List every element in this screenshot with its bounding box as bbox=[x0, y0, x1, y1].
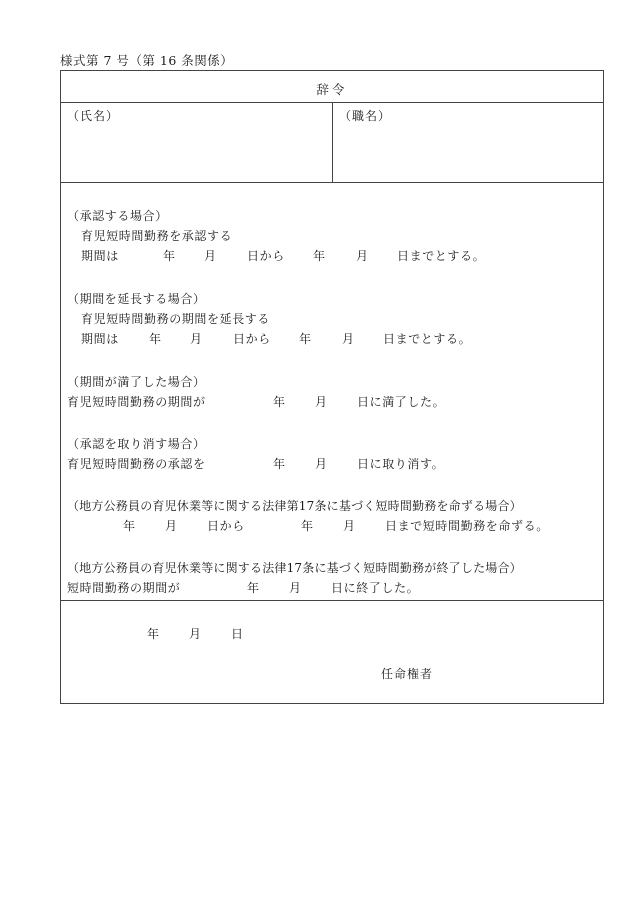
end-year: 年 bbox=[313, 249, 326, 263]
ended-heading: （地方公務員の育児休業等に関する法律17条に基づく短時間勤務が終了した場合） bbox=[67, 561, 522, 575]
issue-day: 日 bbox=[231, 627, 244, 641]
period-prefix: 期間は bbox=[81, 249, 119, 263]
appointment-form bbox=[60, 70, 604, 704]
expired-heading: （期間が満了した場合） bbox=[67, 375, 206, 389]
name-cell[interactable] bbox=[61, 103, 333, 182]
period-prefix: 期間は bbox=[81, 332, 119, 346]
end-day: 日までとする。 bbox=[397, 249, 486, 263]
end-day: 日まで短時間勤務を命ずる。 bbox=[385, 519, 549, 533]
end-month: 月 bbox=[356, 249, 369, 263]
position-label: （職名） bbox=[339, 109, 392, 123]
extend-statement: 育児短時間勤務の期間を延長する bbox=[81, 312, 271, 326]
title-row bbox=[61, 71, 603, 103]
issue-month: 月 bbox=[189, 627, 202, 641]
month: 月 bbox=[289, 581, 302, 595]
month: 月 bbox=[315, 457, 328, 471]
end-year: 年 bbox=[299, 332, 312, 346]
start-year: 年 bbox=[123, 519, 136, 533]
approve-heading: （承認する場合） bbox=[67, 209, 168, 223]
start-year: 年 bbox=[163, 249, 176, 263]
year: 年 bbox=[273, 395, 286, 409]
approve-period bbox=[81, 249, 581, 263]
end-month: 月 bbox=[342, 332, 355, 346]
issue-date bbox=[147, 627, 347, 641]
appointing-authority: 任命権者 bbox=[381, 667, 434, 681]
day: 日に終了した。 bbox=[331, 581, 420, 595]
statement-prefix: 育児短時間勤務の期間が bbox=[67, 395, 206, 409]
start-day: 日から bbox=[233, 332, 271, 346]
approve-statement: 育児短時間勤務を承認する bbox=[81, 229, 233, 243]
start-day: 日から bbox=[247, 249, 285, 263]
content-area bbox=[61, 183, 603, 601]
extend-heading: （期間を延長する場合） bbox=[67, 292, 206, 306]
year: 年 bbox=[273, 457, 286, 471]
revoke-heading: （承認を取り消す場合） bbox=[67, 437, 206, 451]
order-statement bbox=[67, 519, 597, 533]
issuance-row bbox=[61, 601, 603, 703]
start-day: 日から bbox=[207, 519, 245, 533]
start-year: 年 bbox=[149, 332, 162, 346]
end-month: 月 bbox=[343, 519, 356, 533]
extend-period bbox=[81, 332, 581, 346]
day: 日に取り消す。 bbox=[357, 457, 445, 471]
ended-statement bbox=[67, 581, 587, 595]
form-number: 様式第 7 号（第 16 条関係） bbox=[60, 53, 234, 68]
revoke-statement bbox=[67, 457, 587, 471]
start-month: 月 bbox=[190, 332, 203, 346]
name-label: （氏名） bbox=[67, 109, 120, 123]
year: 年 bbox=[247, 581, 260, 595]
end-year: 年 bbox=[301, 519, 314, 533]
issue-year: 年 bbox=[147, 627, 160, 641]
form-title: 辞令 bbox=[316, 82, 348, 97]
start-month: 月 bbox=[204, 249, 217, 263]
statement-prefix: 育児短時間勤務の承認を bbox=[67, 457, 206, 471]
name-row bbox=[61, 103, 603, 183]
position-cell[interactable] bbox=[333, 103, 603, 182]
start-month: 月 bbox=[165, 519, 178, 533]
month: 月 bbox=[315, 395, 328, 409]
day: 日に満了した。 bbox=[357, 395, 446, 409]
expired-statement bbox=[67, 395, 587, 409]
order-heading: （地方公務員の育児休業等に関する法律第17条に基づく短時間勤務を命ずる場合） bbox=[67, 499, 522, 513]
end-day: 日までとする。 bbox=[383, 332, 472, 346]
statement-prefix: 短時間勤務の期間が bbox=[67, 581, 181, 595]
